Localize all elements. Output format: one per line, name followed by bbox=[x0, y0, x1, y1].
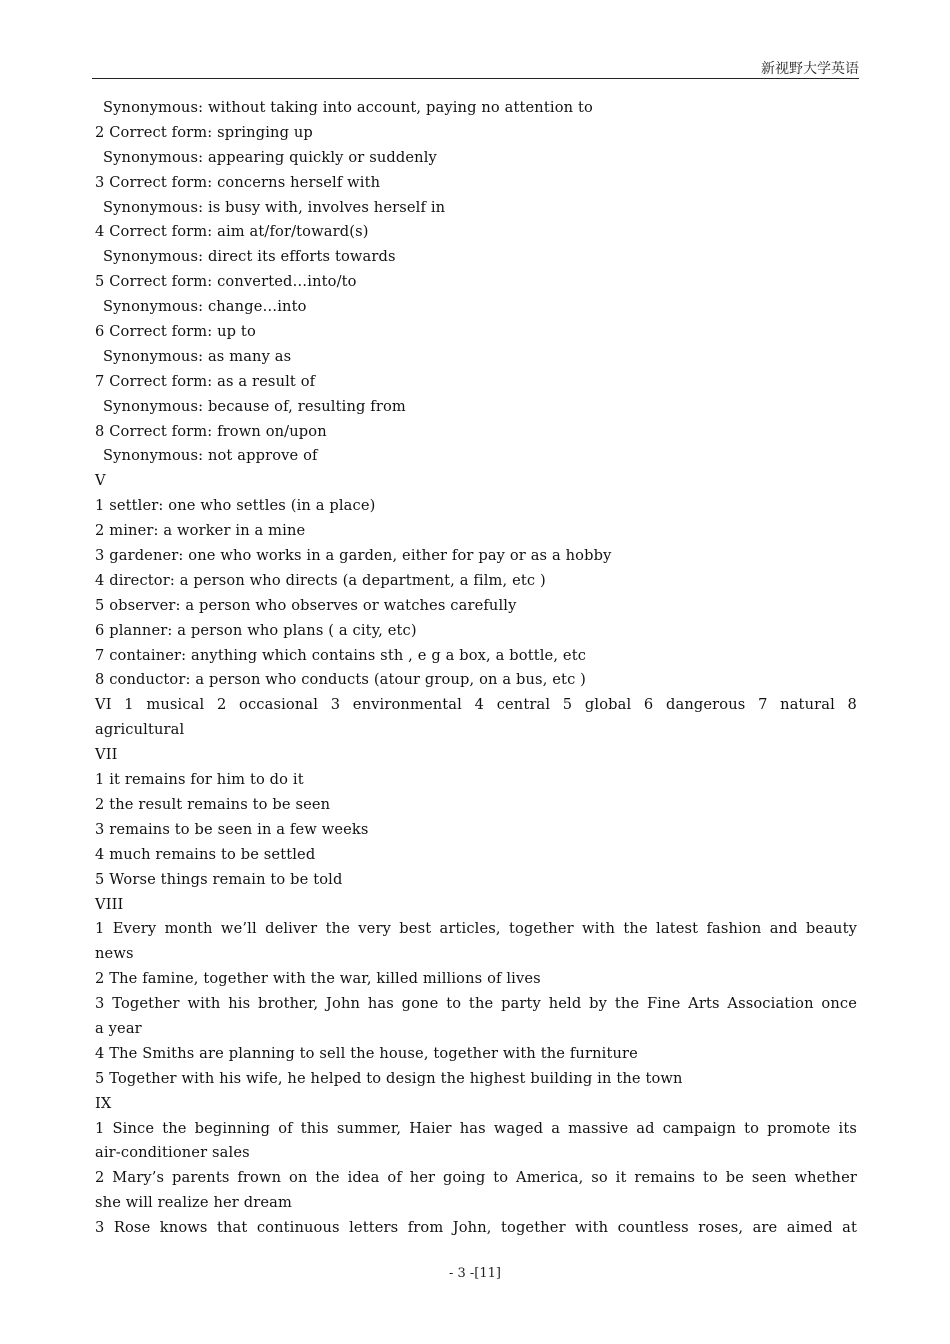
text-line: agricultural bbox=[95, 721, 185, 739]
text-line: 5 Worse things remain to be told bbox=[95, 870, 343, 888]
text-line: 8 conductor: a person who conducts (atour group, on a bus, etc ) bbox=[95, 671, 587, 689]
synonym-line: Synonymous: as many as bbox=[103, 347, 292, 365]
text-line: 2 the result remains to be seen bbox=[95, 795, 331, 813]
text-line: news bbox=[95, 945, 134, 963]
synonym-line: Synonymous: without taking into account, paying no attention to bbox=[103, 99, 593, 116]
header-title: 新视野大学英语 bbox=[761, 61, 859, 77]
text-line: 4 The Smiths are planning to sell the house, together with the furniture bbox=[95, 1044, 638, 1062]
text-line: V bbox=[95, 472, 106, 490]
text-line: 1 Since the beginning of this summer, Haier has waged a massive ad campaign to promote its bbox=[95, 1119, 857, 1137]
text-line: 3 Rose knows that continuous letters from John, together with countless roses, are aimed at bbox=[95, 1219, 857, 1237]
text-line: IX bbox=[95, 1094, 112, 1112]
text-line: 3 gardener: one who works in a garden, either for pay or as a hobby bbox=[95, 547, 612, 565]
text-line: 7 Correct form: as a result of bbox=[95, 372, 316, 390]
text-line: 8 Correct form: frown on/upon bbox=[95, 422, 327, 440]
text-line: 7 container: anything which contains sth , e g a box, a bottle, etc bbox=[95, 646, 587, 664]
page-number: - 3 -[11] bbox=[448, 1266, 501, 1281]
text-line: 2 Correct form: springing up bbox=[95, 123, 313, 141]
text-line: 2 miner: a worker in a mine bbox=[95, 522, 306, 540]
text-line: 5 observer: a person who observes or watches carefully bbox=[95, 596, 517, 614]
text-line: 1 it remains for him to do it bbox=[95, 771, 304, 789]
text-line: 5 Together with his wife, he helped to design the highest building in the town bbox=[95, 1069, 683, 1087]
synonym-line: Synonymous: not approve of bbox=[103, 447, 318, 465]
header-rule bbox=[92, 78, 859, 79]
text-line: 4 much remains to be settled bbox=[95, 845, 316, 863]
text-line: 3 Correct form: concerns herself with bbox=[95, 173, 381, 191]
text-line: 2 Mary’s parents frown on the idea of her going to America, so it remains to be seen whether bbox=[95, 1169, 857, 1187]
synonym-line: Synonymous: appearing quickly or suddenly bbox=[103, 148, 437, 166]
text-line: VIII bbox=[95, 895, 124, 913]
text-line: 1 Every month we’ll deliver the very best articles, together with the latest fashion and beauty bbox=[95, 920, 857, 938]
synonym-line: Synonymous: change…into bbox=[103, 298, 307, 316]
text-line: air-conditioner sales bbox=[95, 1144, 250, 1162]
text-line: 5 Correct form: converted…into/to bbox=[95, 273, 357, 291]
text-line: 2 The famine, together with the war, killed millions of lives bbox=[95, 970, 541, 988]
text-line: 4 director: a person who directs (a department, a film, etc ) bbox=[95, 571, 546, 589]
text-line: VI 1 musical 2 occasional 3 environmental 4 central 5 global 6 dangerous 7 natural 8 bbox=[95, 696, 857, 714]
text-line: 3 remains to be seen in a few weeks bbox=[95, 820, 369, 838]
text-line: a year bbox=[95, 1019, 142, 1037]
text-line: 3 Together with his brother, John has gone to the party held by the Fine Arts Association once bbox=[95, 995, 857, 1013]
synonym-line: Synonymous: direct its efforts towards bbox=[103, 248, 396, 266]
text-line: 1 settler: one who settles (in a place) bbox=[95, 497, 376, 515]
text-line: 4 Correct form: aim at/for/toward(s) bbox=[95, 223, 369, 241]
text-line: she will realize her dream bbox=[95, 1194, 292, 1212]
document-body bbox=[95, 96, 857, 1241]
text-line: 6 planner: a person who plans ( a city, etc) bbox=[95, 621, 417, 639]
synonym-line: Synonymous: is busy with, involves herself in bbox=[103, 198, 446, 216]
synonym-line: Synonymous: because of, resulting from bbox=[103, 397, 406, 415]
text-line: VII bbox=[95, 746, 118, 764]
text-line: 6 Correct form: up to bbox=[95, 323, 256, 341]
